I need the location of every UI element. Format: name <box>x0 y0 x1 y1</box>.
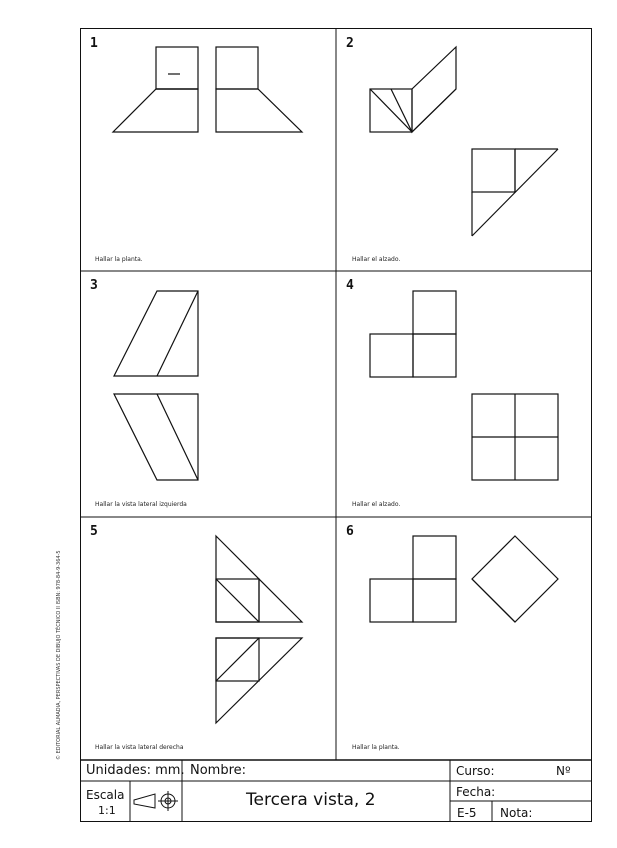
exercise-2-number: 2 <box>346 36 354 51</box>
exercise-1-number: 1 <box>90 36 98 51</box>
exercise-2-drawing <box>370 47 558 236</box>
exercise-4-drawing <box>370 291 558 480</box>
exercise-2-instruction: Hallar el alzado. <box>352 256 401 263</box>
exercise-4-number: 4 <box>346 278 354 293</box>
exercise-1-instruction: Hallar la planta. <box>95 256 143 263</box>
exercise-4-instruction: Hallar el alzado. <box>352 501 401 508</box>
exercise-5-number: 5 <box>90 524 98 539</box>
exercise-6-instruction: Hallar la planta. <box>352 744 400 751</box>
exercise-3-number: 3 <box>90 278 98 293</box>
date-field: Fecha: <box>456 785 496 799</box>
course-field: Curso: <box>456 764 495 778</box>
units-label: Unidades: mm. <box>86 763 185 778</box>
grade-field: Nota: <box>500 806 533 820</box>
number-field: Nº <box>556 764 571 778</box>
copyright-text: © EDITORIAL ALMADIA, PERSPECTIVAS DE DIBUJO TÉCNICO II ISBN: 978-84-9-364-5 <box>56 550 62 760</box>
exercise-6-drawing <box>370 536 558 622</box>
exercise-3-instruction: Hallar la vista lateral izquierda <box>95 501 187 508</box>
sheet-title: Tercera vista, 2 <box>246 790 376 810</box>
scale-label: Escala <box>86 788 125 802</box>
exercise-5-instruction: Hallar la vista lateral derecha <box>95 744 184 751</box>
name-field: Nombre: <box>190 763 247 778</box>
first-angle-projection-symbol <box>134 791 178 811</box>
exercise-6-number: 6 <box>346 524 354 539</box>
exercise-5-drawing <box>216 536 302 723</box>
scale-value: 1:1 <box>98 804 116 817</box>
exercise-3-drawing <box>114 291 198 480</box>
copyright-side-text <box>56 520 66 760</box>
exercise-1-drawing <box>113 47 302 132</box>
sheet-code: E-5 <box>457 806 477 820</box>
